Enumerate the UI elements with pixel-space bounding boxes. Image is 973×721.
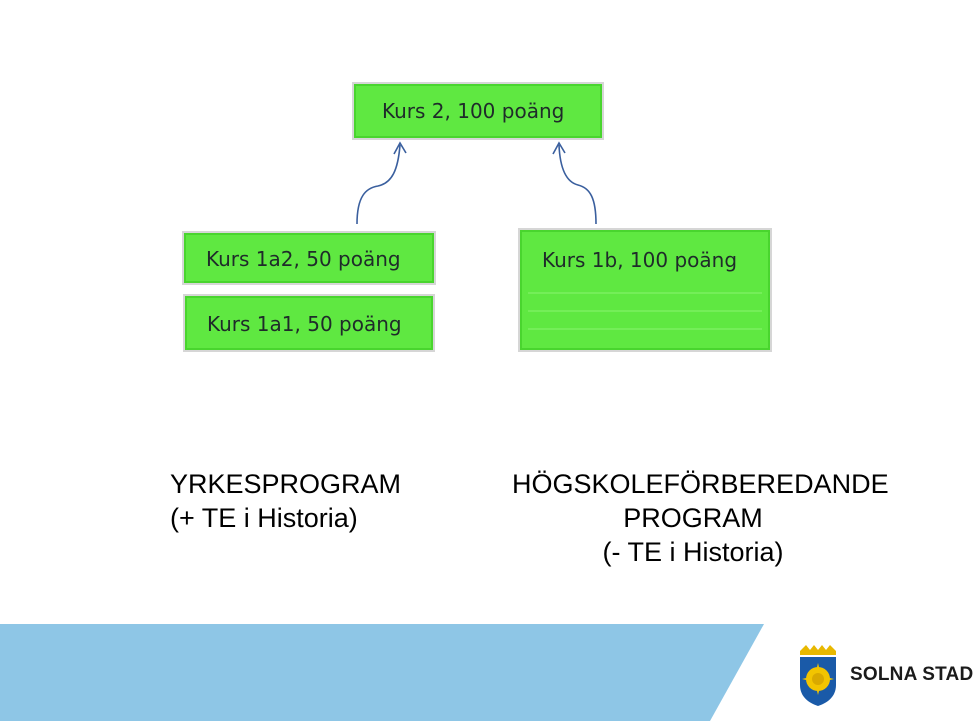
caption-right-line3: (- TE i Historia) (602, 537, 784, 567)
box-stripe (528, 292, 762, 294)
box-label-kurs-2: Kurs 2, 100 poäng (382, 99, 565, 123)
box-kurs-1b (518, 228, 772, 352)
caption-right-line1: HÖGSKOLEFÖRBEREDANDE (512, 469, 889, 499)
box-stripe (528, 310, 762, 312)
caption-right-line2: PROGRAM (623, 503, 763, 533)
solna-stad-logo-text: SOLNA STAD (850, 664, 973, 685)
caption-hogskoleforberedande (512, 467, 889, 569)
caption-left-line1: YRKESPROGRAM (170, 469, 402, 499)
footer-blue-shape (0, 624, 764, 721)
box-label-kurs-1a1: Kurs 1a1, 50 poäng (207, 312, 402, 336)
box-kurs-1a2 (182, 231, 436, 285)
arrow-kurs1b-to-kurs2 (559, 145, 596, 224)
box-kurs-2 (352, 82, 604, 140)
box-label-kurs-1a2: Kurs 1a2, 50 poäng (206, 247, 401, 271)
box-label-kurs-1b: Kurs 1b, 100 poäng (542, 248, 738, 272)
box-stripe (528, 328, 762, 330)
solna-coat-of-arms-icon (797, 645, 839, 707)
caption-yrkesprogram (170, 467, 401, 535)
box-kurs-1a1 (183, 294, 435, 352)
arrow-kurs1a2-to-kurs2 (357, 145, 400, 224)
caption-left-line2: (+ TE i Historia) (170, 503, 358, 533)
